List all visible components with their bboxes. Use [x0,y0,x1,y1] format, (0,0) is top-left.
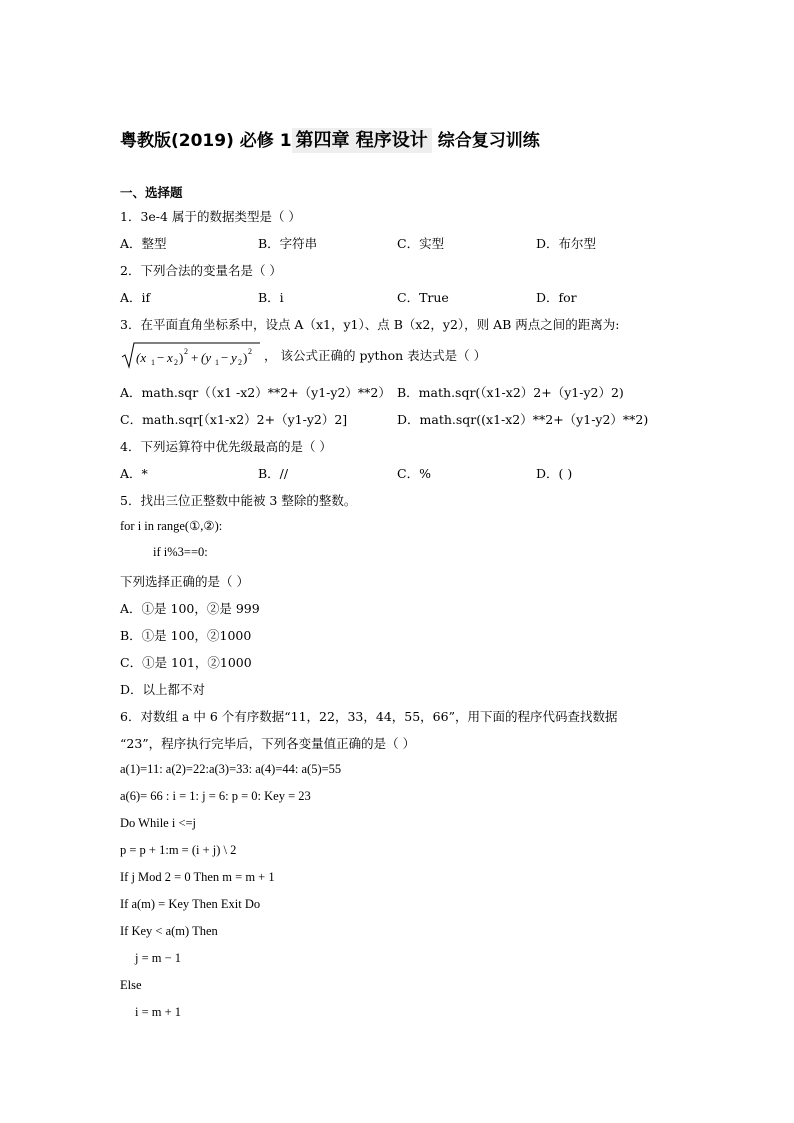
title-part2: 综合复习训练 [437,131,540,151]
svg-text:−: − [157,350,165,365]
q5-option-b: B．①是 100，②1000 [120,628,252,643]
q6-code-line: a(1)=11: a(2)=22:a(3)=33: a(4)=44: a(5)=55 [120,762,342,776]
svg-text:): ) [179,350,184,365]
question-4-stem: 4．下列运算符中优先级最高的是（ ） [120,439,332,454]
document-title [120,126,540,152]
q3-option-b: B．math.sqr(（x1-x2）2+（y1-y2）2) [397,385,624,400]
svg-text:1: 1 [215,358,219,367]
q5-option-a: A．①是 100，②是 999 [120,601,260,616]
question-6-stem-line-1: 6．对数组 a 中 6 个有序数据“11，22，33，44，55，66”，用下面的程序代码查找数据 [120,709,618,724]
question-5-ask: 下列选择正确的是（ ） [120,574,249,589]
q2-option-d: D．for [536,290,577,305]
svg-text:x: x [167,350,173,365]
q6-code-line: Else [120,978,142,992]
question-3-stem-tail: ， 该公式正确的 python 表达式是（ ） [264,348,487,363]
q4-option-b: B．// [258,466,289,481]
q1-option-c: C．实型 [397,236,445,251]
svg-text:−: − [221,350,229,365]
q2-option-c: C．True [397,290,449,305]
q3-option-c: C．math.sqr[（x1-x2）2+（y1-y2）2] [120,412,348,427]
q5-option-d: D．以上都不对 [120,682,206,697]
q4-option-c: C．% [397,466,431,481]
svg-text:1: 1 [151,358,155,367]
q1-option-d: D．布尔型 [536,236,597,251]
question-3-stem: 3．在平面直角坐标系中，设点 A（x1，y1）、点 B（x2，y2），则 AB 两点之间的距离为: [120,317,620,332]
distance-formula [120,340,486,370]
title-highlight: 第四章 程序设计 [292,128,432,153]
title-part1: 粤教版(2019) 必修 1 [120,131,292,151]
svg-text:): ) [243,350,248,365]
svg-text:2: 2 [238,358,242,367]
question-6-stem-line-2: “23”，程序执行完毕后，下列各变量值正确的是（ ） [120,736,416,751]
q6-code-line: p = p + 1:m = (i + j) \ 2 [120,843,237,857]
question-2-stem: 2．下列合法的变量名是（ ） [120,263,282,278]
q2-option-b: B．i [258,290,284,305]
q6-code-line: i = m + 1 [135,1005,182,1019]
question-5-stem: 5．找出三位正整数中能被 3 整除的整数。 [120,493,357,508]
svg-text:2: 2 [248,347,252,356]
question-1-stem: 1．3e-4 属于的数据类型是（ ） [120,209,301,224]
q2-option-a: A．if [120,290,151,305]
svg-text:2: 2 [174,358,178,367]
formula-image [120,340,262,370]
svg-text:y: y [231,350,237,365]
svg-text:+: + [191,350,199,365]
svg-text:(y: (y [201,350,212,365]
q6-code-line: If a(m) = Key Then Exit Do [120,897,261,911]
q1-option-b: B．字符串 [258,236,318,251]
q4-option-d: D．( ) [536,466,573,481]
q6-code-line: If Key < a(m) Then [120,924,218,938]
q6-code-line: a(6)= 66 : i = 1: j = 6: p = 0: Key = 23 [120,789,311,803]
q3-option-d: D．math.sqr((x1-x2）**2+（y1-y2）**2) [397,412,649,427]
svg-text:2: 2 [184,347,188,356]
svg-text:(x: (x [136,350,147,365]
section-heading: 一、选择题 [120,185,183,200]
q1-option-a: A．整型 [120,236,167,251]
q5-code-line-1: for i in range(①,②): [120,519,223,533]
q6-code-line: j = m − 1 [135,951,182,965]
q5-code-line-2: if i%3==0: [153,545,208,559]
q3-option-a: A．math.sqr（（x1 -x2）**2+（y1-y2）**2） [120,385,391,400]
q5-option-c: C．①是 101，②1000 [120,655,252,670]
q6-code-line: If j Mod 2 = 0 Then m = m + 1 [120,870,275,884]
q4-option-a: A．* [120,466,148,481]
q6-code-line: Do While i <=j [120,816,197,830]
